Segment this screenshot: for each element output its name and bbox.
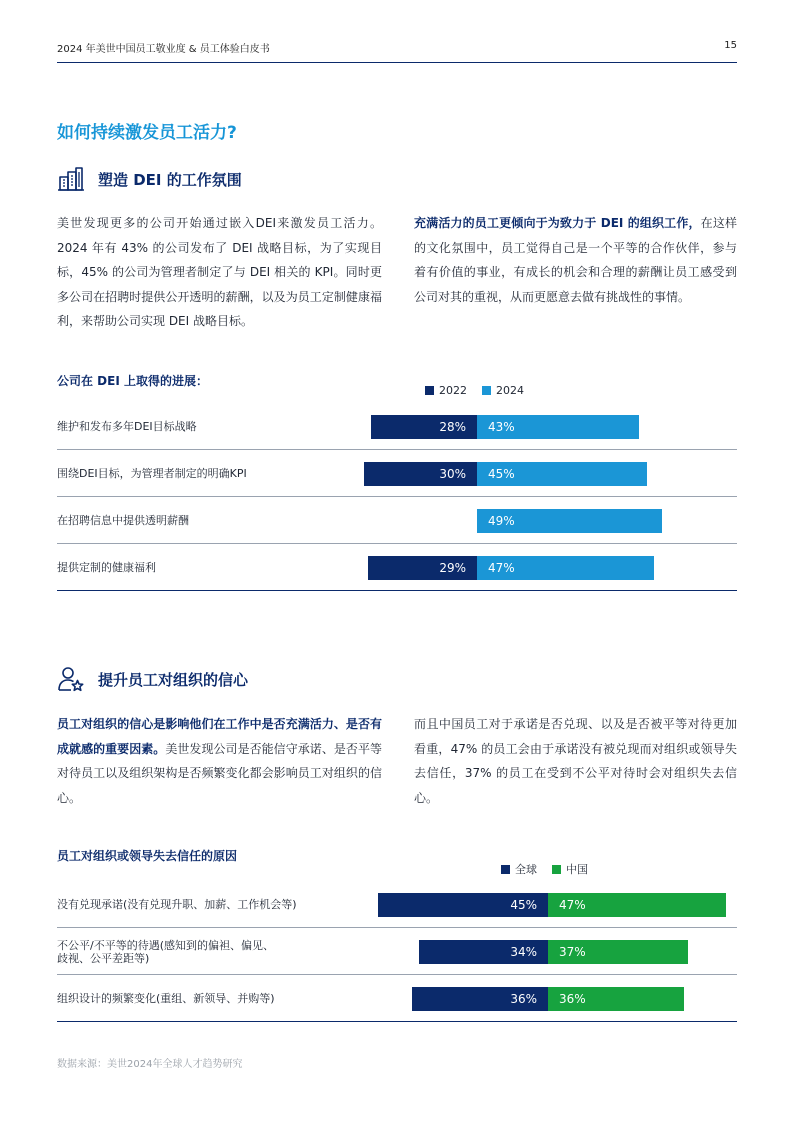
dei-detail-paragraph	[414, 211, 737, 309]
category-label	[57, 420, 197, 433]
category-label	[57, 467, 247, 480]
page-number: 15	[724, 40, 737, 51]
bar-2022: 28%	[371, 415, 477, 439]
legend-swatch	[501, 865, 510, 874]
category-label-line: 在招聘信息中提供透明薪酬	[57, 514, 189, 527]
category-label-line: 歧视、公平差距等)	[57, 951, 150, 965]
category-label	[57, 992, 275, 1005]
category-label	[57, 561, 156, 574]
section-confidence-header	[57, 664, 248, 694]
category-label	[57, 898, 297, 911]
chart-row	[57, 497, 737, 544]
section-title: 提升员工对组织的信心	[98, 670, 249, 689]
legend-swatch	[552, 865, 561, 874]
bar-2024: 49%	[477, 509, 662, 533]
category-label-line: 提供定制的健康福利	[57, 561, 156, 574]
bar-2022: 29%	[368, 556, 477, 580]
bar-中国: 36%	[548, 987, 684, 1011]
legend-label: 2024	[496, 384, 524, 397]
category-label	[57, 939, 274, 965]
chart-row	[57, 881, 737, 928]
category-label-line: 组织设计的频繁变化(重组、新领导、并购等)	[57, 992, 275, 1005]
category-label-line: 没有兑现承诺(没有兑现升职、加薪、工作机会等)	[57, 898, 297, 911]
confidence-intro-paragraph	[57, 712, 382, 810]
document-title: 2024 年美世中国员工敬业度 & 员工体验白皮书	[57, 44, 270, 55]
legend-item	[501, 861, 537, 877]
legend-label: 中国	[566, 863, 588, 876]
bar-全球: 36%	[412, 987, 548, 1011]
building-chart-icon	[57, 165, 85, 193]
data-source-note: 数据来源：美世2024年全球人才趋势研究	[57, 1059, 243, 1070]
dei-intro-paragraph: 美世发现更多的公司开始通过嵌入DEI来激发员工活力。2024 年有 43% 的公司发布了 DEI 战略目标，为了实现目标，45% 的公司为管理者制定了与 DEI 相关的 KPI。同时更多公司在招聘时提供公开透明的薪酬，以及为员工定制健康福利，来帮助公司实现 DEI 战略目标。	[57, 216, 382, 328]
page-title: 如何持续激发员工活力?	[57, 123, 237, 143]
bar-2022: 30%	[364, 462, 477, 486]
category-label	[57, 514, 189, 527]
bar-2024: 45%	[477, 462, 647, 486]
confidence-intro-text: 美世发现公司是否能信守承诺、是否平等对待员工以及组织架构是否频繁变化都会影响员工对组织的信心。	[57, 741, 382, 805]
dei-detail-emphasis: 充满活力的员工更倾向于为致力于 DEI 的组织工作，	[414, 216, 701, 230]
legend-swatch	[482, 386, 491, 395]
bar-中国: 37%	[548, 940, 688, 964]
chart-trust-legend	[501, 861, 603, 877]
legend-swatch	[425, 386, 434, 395]
legend-item	[425, 384, 467, 397]
bar-中国: 47%	[548, 893, 726, 917]
bar-2024: 43%	[477, 415, 639, 439]
person-star-icon	[57, 665, 85, 693]
category-label-line: 围绕DEI目标，为管理者制定的明确KPI	[57, 467, 247, 480]
legend-label: 2022	[439, 384, 467, 397]
legend-item	[552, 861, 588, 877]
section-title: 塑造 DEI 的工作氛围	[98, 170, 242, 189]
category-label-line: 维护和发布多年DEI目标战略	[57, 420, 197, 433]
chart-row	[57, 928, 737, 975]
page-header	[57, 36, 737, 63]
bar-2024: 47%	[477, 556, 654, 580]
section-dei-header	[57, 164, 242, 194]
chart-row	[57, 403, 737, 450]
chart-dei-legend	[425, 384, 539, 397]
bar-全球: 45%	[378, 893, 548, 917]
chart-row	[57, 450, 737, 497]
chart-row	[57, 975, 737, 1022]
chart-trust-title: 员工对组织或领导失去信任的原因	[57, 849, 238, 863]
legend-item	[482, 384, 524, 397]
category-label-line: 不公平/不平等的待遇(感知到的偏袒、偏见、	[57, 938, 274, 952]
legend-label: 全球	[515, 863, 537, 876]
chart-row	[57, 544, 737, 591]
confidence-detail-paragraph: 而且中国员工对于承诺是否兑现、以及是否被平等对待更加看重，47% 的员工会由于承诺没有被兑现而对组织或领导失去信任，37% 的员工在受到不公平对待时会对组织失去信心。	[414, 717, 737, 805]
bar-全球: 34%	[419, 940, 548, 964]
dei-detail-text: 在这样的文化氛围中，员工觉得自己是一个平等的合作伙伴，参与着有价值的事业，有成长的机会和合理的薪酬让员工感受到公司对其的重视，从而更愿意去做有挑战性的事情。	[414, 216, 737, 304]
chart-dei-title: 公司在 DEI 上取得的进展：	[57, 374, 208, 388]
confidence-intro-emphasis: 员工对组织的信心是影响他们在工作中是否充满活力、是否有成就感的重要因素。	[57, 717, 382, 756]
